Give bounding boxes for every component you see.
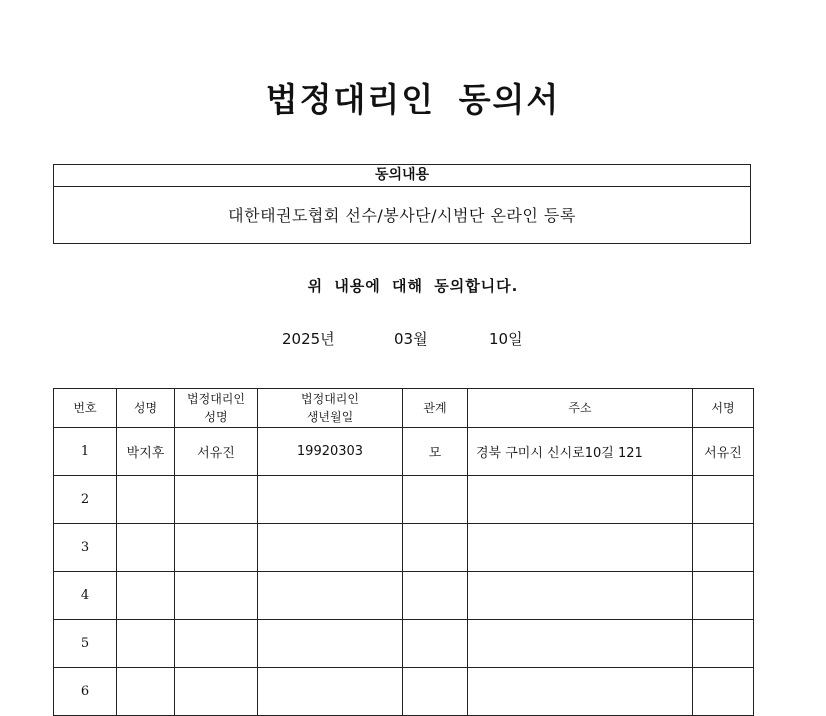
cell-birth xyxy=(258,524,403,572)
cell-name xyxy=(117,620,175,668)
header-address: 주소 xyxy=(468,389,693,428)
cell-signature xyxy=(693,620,754,668)
cell-birth xyxy=(258,620,403,668)
cell-birth xyxy=(258,572,403,620)
date-day: 10일 xyxy=(489,330,523,348)
table-row xyxy=(54,428,754,476)
cell-guardian xyxy=(175,668,258,716)
date-month: 03월 xyxy=(394,330,428,348)
header-guardian-birth-line1: 법정대리인 xyxy=(301,392,359,406)
cell-guardian xyxy=(175,524,258,572)
table-header-row xyxy=(54,389,754,428)
cell-address xyxy=(468,524,693,572)
cell-name xyxy=(117,668,175,716)
cell-name xyxy=(117,476,175,524)
cell-name xyxy=(117,524,175,572)
cell-guardian: 서유진 xyxy=(175,428,258,476)
table-row xyxy=(54,572,754,620)
cell-relation xyxy=(403,620,468,668)
header-name: 성명 xyxy=(117,389,175,428)
cell-no: 6 xyxy=(54,668,117,716)
cell-guardian xyxy=(175,476,258,524)
cell-signature xyxy=(693,476,754,524)
cell-no: 2 xyxy=(54,476,117,524)
cell-relation xyxy=(403,572,468,620)
header-guardian-name xyxy=(175,389,258,428)
date-year: 2025년 xyxy=(282,330,335,348)
cell-signature xyxy=(693,668,754,716)
header-guardian-birth-line2: 생년월일 xyxy=(306,410,354,424)
consent-box xyxy=(53,164,751,244)
table-row xyxy=(54,476,754,524)
consent-header: 동의내용 xyxy=(54,165,750,187)
header-no: 번호 xyxy=(54,389,117,428)
cell-relation xyxy=(403,524,468,572)
header-guardian-name-line1: 법정대리인 xyxy=(187,392,245,406)
cell-no: 3 xyxy=(54,524,117,572)
cell-address: 경북 구미시 신시로10길 121 xyxy=(468,428,693,476)
header-relation: 관계 xyxy=(403,389,468,428)
cell-birth xyxy=(258,668,403,716)
cell-address xyxy=(468,620,693,668)
cell-no: 1 xyxy=(54,428,117,476)
table-row xyxy=(54,620,754,668)
table-row xyxy=(54,668,754,716)
cell-name: 박지후 xyxy=(117,428,175,476)
header-guardian-birth xyxy=(258,389,403,428)
document-title: 법정대리인 동의서 xyxy=(265,80,561,119)
cell-birth: 19920303 xyxy=(258,428,403,476)
cell-signature: 서유진 xyxy=(693,428,754,476)
cell-address xyxy=(468,572,693,620)
agree-statement: 위 내용에 대해 동의합니다. xyxy=(307,277,519,295)
cell-guardian xyxy=(175,572,258,620)
cell-address xyxy=(468,668,693,716)
guardian-table xyxy=(53,388,754,716)
table-row xyxy=(54,524,754,572)
cell-relation: 모 xyxy=(403,428,468,476)
header-guardian-name-line2: 성명 xyxy=(204,410,228,424)
header-signature: 서명 xyxy=(693,389,754,428)
cell-address xyxy=(468,476,693,524)
cell-name xyxy=(117,572,175,620)
consent-content: 대한태권도협회 선수/봉사단/시범단 온라인 등록 xyxy=(228,206,576,225)
cell-guardian xyxy=(175,620,258,668)
cell-signature xyxy=(693,572,754,620)
cell-relation xyxy=(403,476,468,524)
cell-no: 4 xyxy=(54,572,117,620)
cell-no: 5 xyxy=(54,620,117,668)
cell-relation xyxy=(403,668,468,716)
cell-signature xyxy=(693,524,754,572)
cell-birth xyxy=(258,476,403,524)
